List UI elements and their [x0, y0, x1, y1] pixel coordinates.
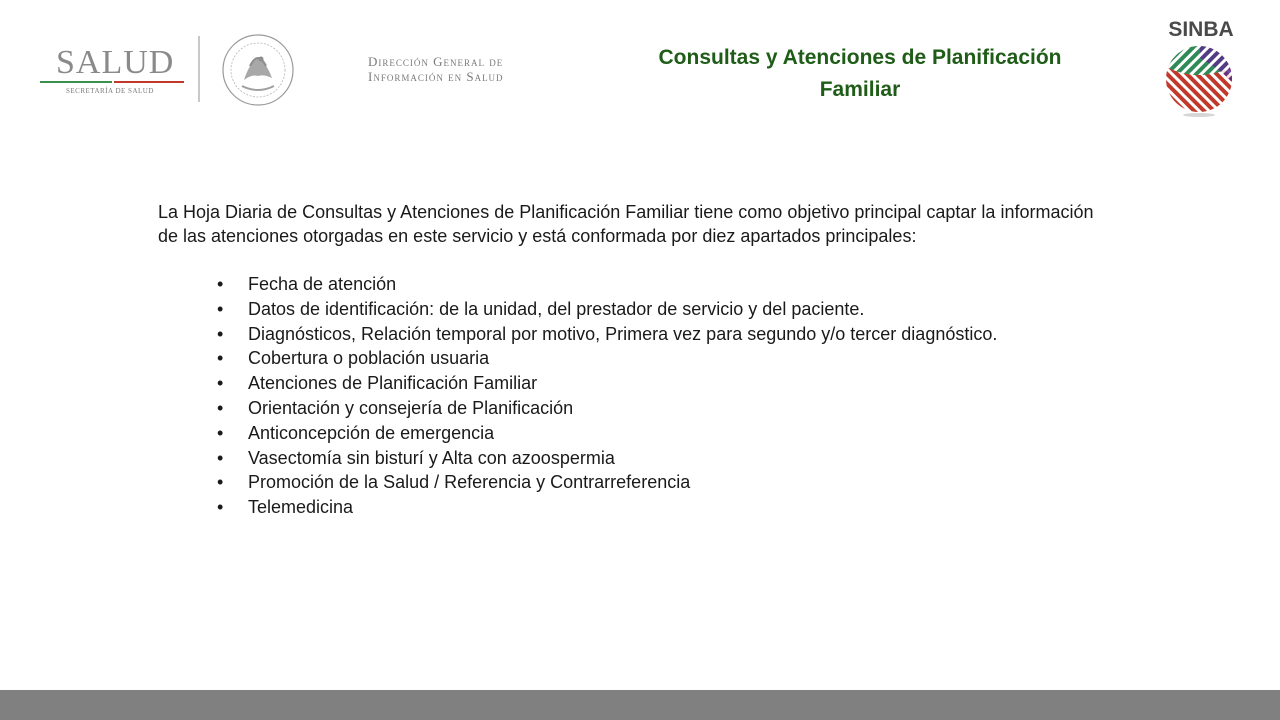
main-content	[158, 200, 1188, 520]
list-item	[217, 396, 1188, 421]
list-item-text: Cobertura o población usuaria	[248, 348, 490, 369]
bullet-icon: •	[217, 422, 224, 443]
list-item	[217, 322, 1188, 347]
sections-list	[158, 272, 1188, 520]
list-item-text: Datos de identificación: de la unidad, del prestador de servicio y del paciente.	[248, 298, 865, 319]
dgis-logo	[368, 54, 548, 84]
salud-logo-red-line	[114, 81, 184, 83]
list-item	[217, 446, 1188, 471]
bullet-icon: •	[217, 274, 224, 294]
list-item	[217, 346, 1188, 371]
bullet-icon: •	[217, 348, 224, 369]
bullet-icon: •	[217, 472, 224, 493]
salud-logo-green-line	[40, 81, 112, 83]
list-item-text: Diagnósticos, Relación temporal por motivo, Primera vez para segundo y/o tercer diagnóstico.	[248, 323, 998, 344]
sinba-globe-icon	[1164, 44, 1234, 118]
salud-logo-subtitle: SECRETARÍA DE SALUD	[66, 87, 154, 95]
bullet-icon: •	[217, 298, 224, 319]
list-item	[217, 297, 1188, 322]
list-item-text: Orientación y consejería de Planificación	[248, 397, 574, 418]
bullet-icon: •	[217, 447, 224, 468]
intro-line-1: La Hoja Diaria de Consultas y Atenciones de Planificación Familiar tiene como objetivo principal captar la información	[158, 202, 1094, 222]
logo-divider	[198, 36, 200, 102]
list-item-text: Anticoncepción de emergencia	[248, 422, 495, 443]
bullet-icon: •	[217, 373, 224, 394]
list-item	[217, 371, 1188, 396]
list-item-text: Atenciones de Planificación Familiar	[248, 373, 538, 394]
page-title	[620, 42, 1100, 106]
page-title-line-2: Familiar	[819, 78, 901, 101]
mexico-seal-icon	[220, 32, 296, 108]
page-header	[0, 0, 1280, 130]
bullet-icon: •	[217, 323, 224, 344]
intro-paragraph	[158, 200, 1188, 248]
salud-logo	[38, 40, 188, 102]
bullet-icon: •	[217, 397, 224, 418]
list-item-text: Telemedicina	[248, 497, 354, 518]
bullet-icon: •	[217, 497, 224, 518]
salud-logo-word: SALUD	[56, 44, 175, 81]
list-item	[217, 272, 1188, 297]
list-item	[217, 470, 1188, 495]
dgis-line-2: Información en Salud	[368, 69, 504, 84]
sinba-label: SINBA	[1168, 18, 1234, 41]
list-item	[217, 495, 1188, 520]
list-item-text: Fecha de atención	[248, 274, 397, 294]
list-item	[217, 421, 1188, 446]
list-item-text: Promoción de la Salud / Referencia y Contrarreferencia	[248, 472, 691, 493]
page-title-line-1: Consultas y Atenciones de Planificación	[658, 46, 1062, 69]
sinba-logo	[1154, 14, 1246, 122]
footer-bar	[0, 690, 1280, 720]
list-item-text: Vasectomía sin bisturí y Alta con azoospermia	[248, 447, 615, 468]
intro-line-2: de las atenciones otorgadas en este servicio y está conformada por diez apartados principales:	[158, 226, 917, 246]
dgis-line-1: Dirección General de	[368, 54, 504, 69]
